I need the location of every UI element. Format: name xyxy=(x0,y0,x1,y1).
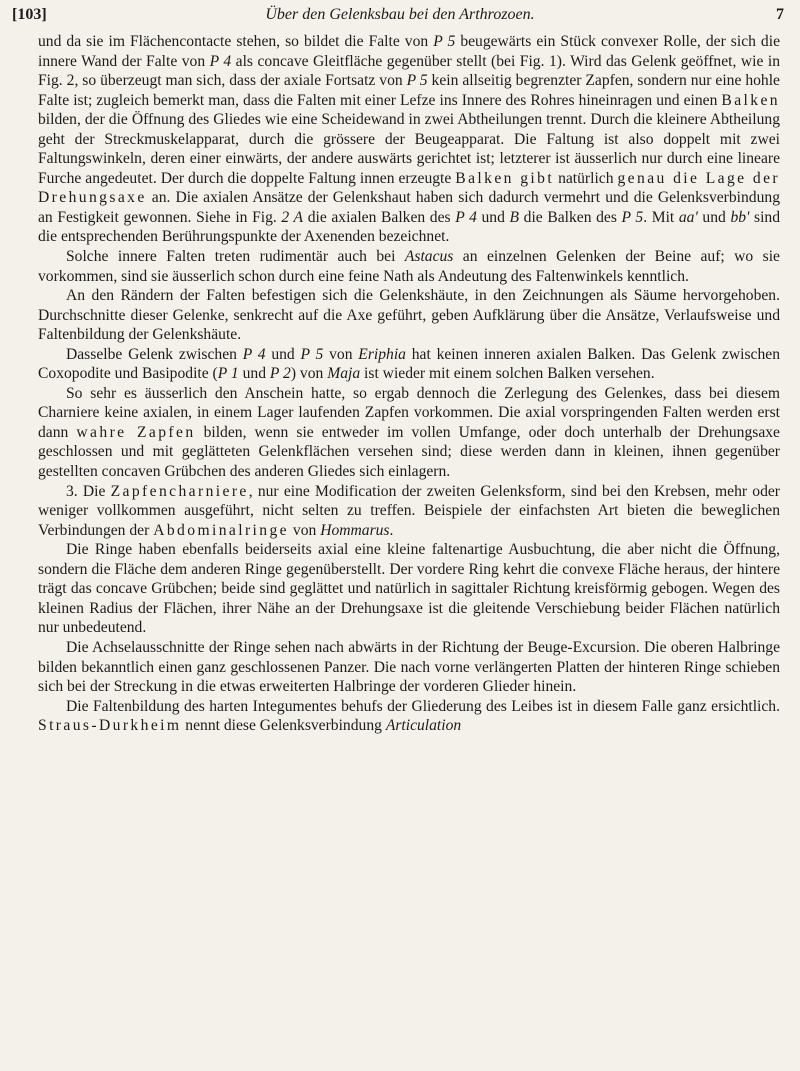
paragraph xyxy=(38,482,780,541)
text-run: ) von xyxy=(290,365,328,383)
paragraph xyxy=(38,384,780,482)
text-run: und xyxy=(265,345,301,363)
text-run: Solche innere Falten treten rudimentär auch bei xyxy=(66,248,405,266)
italic-run: P 4 xyxy=(455,208,477,226)
text-run: bilden, wenn sie entweder im vollen Umfange, oder doch unterhalb der Drehungsaxe geschlossen und mit geglätteten Gelenkflächen versehen sind; diese werden dann in kleinen, ihnen gegenüber gestellten concaven Grübchen des anderen Gliedes sich einlagern. xyxy=(38,423,780,481)
text-run: und xyxy=(238,365,270,383)
body-text xyxy=(38,32,780,736)
text-run: ist wieder mit einem solchen Balken versehen. xyxy=(360,365,655,383)
text-run: kein allseitig begrenzter Zapfen, sondern nur eine hohle Falte ist; zugleich bemerkt man, dass die Falten mit einer Lefze ins Innere des Rohres hineinragen und einen xyxy=(38,72,780,109)
text-run: an einzelnen Gelenken der Beine auf; wo sie vorkommen, sind sie äusserlich schon durch eine feine Nath als Andeutung des Faltenwinkels kenntlich. xyxy=(38,248,780,285)
italic-run: P 4 xyxy=(242,345,266,363)
italic-run: P 4 xyxy=(209,52,232,70)
text-run: an. Die axialen Ansätze der Gelenkshaut haben sich dadurch vermehrt und die Gelenksverbindung an Festigkeit gewonnen. Siehe in Fig. xyxy=(38,189,780,226)
spaced-run: Balken xyxy=(721,91,780,109)
paragraph xyxy=(38,247,780,286)
text-run: als concave Gleitfläche gegenüber stellt (bei Fig. 1). Wird das Gelenk geöffnet, wie in Fig. 2, so überzeugt man sich, dass der axiale Fortsatz von xyxy=(38,52,781,90)
paragraph xyxy=(38,32,780,247)
text-run: von xyxy=(289,521,321,539)
text-run: . Mit xyxy=(643,208,679,226)
text-run: und xyxy=(697,208,731,226)
italic-run: P 5 xyxy=(406,72,428,90)
paragraph xyxy=(38,345,780,384)
italic-run: P 1 xyxy=(217,365,239,383)
running-header xyxy=(12,4,788,32)
spaced-run: wahre Zapfen xyxy=(76,423,196,441)
text-run: natürlich xyxy=(554,169,618,187)
spaced-run: Balken gibt xyxy=(455,169,555,187)
text-run: . xyxy=(389,521,394,539)
italic-run: Astacus xyxy=(404,248,454,266)
italic-run: Maja xyxy=(327,365,361,383)
text-run: Die Ringe haben ebenfalls beiderseits axial eine kleine faltenartige Ausbuchtung, die aber nicht die Öffnung, sondern die Fläche dem anderen Ringe gegenüberstellt. Der vordere Ring kehrt die convexe Fläche heraus, der hintere trägt das concave Grübchen; beide sind geglättet und natürlich in sagittaler Richtung kreisförmig gebogen. Wegen des kleinen Radius der Flächen, ihrer Nähe an der Drehungsaxe ist die gleitende Verschiebung beider Flächen natürlich nur unbedeutend. xyxy=(38,541,780,637)
paragraph xyxy=(38,697,780,736)
paragraph xyxy=(38,638,780,697)
text-run: von xyxy=(323,345,359,363)
italic-run: Hommarus xyxy=(320,521,390,539)
text-run: beugewärts ein Stück convexer Rolle, der sich die innere Wand der Falte von xyxy=(38,33,780,70)
italic-run: bb' xyxy=(730,208,750,226)
text-run: Die Faltenbildung des harten Integumentes behufs der Gliederung des Leibes ist in diesem Falle ganz ersichtlich. xyxy=(66,697,780,715)
text-run: die Balken des xyxy=(519,208,622,226)
italic-run: 2 A xyxy=(281,208,304,226)
text-run: , nur eine Modification der zweiten Gelenksform, sind bei den Krebsen, mehr oder weniger vollkommen ausgeführt, nicht selten zu treffen. Beispiele der einfachsten Art bieten die beweglichen Verbindungen der xyxy=(38,482,780,539)
spaced-run: Abdominalringe xyxy=(153,521,289,539)
text-run: sind die entsprechenden Berührungspunkte der Axenenden bezeichnet. xyxy=(38,208,781,246)
text-run: hat keinen inneren axialen Balken. Das Gelenk zwischen Coxopodite und Basipodite ( xyxy=(38,345,780,383)
text-run: bilden, der die Öffnung des Gliedes wie eine Scheidewand in zwei Abtheilungen trennt. Durch die kleinere Abtheilung geht der Streckmuskelapparat, durch die grössere der Beugeapparat. Die Faltung ist also doppelt mit zwei Faltungswinkeln, deren einer einwärts, der andere auswärts gerichtet ist; letzterer ist äusserlich nur durch eine lineare Furche angedeutet. Der durch die doppelte Faltung innen erzeugte xyxy=(38,111,780,187)
paragraph xyxy=(38,286,780,345)
text-run: 3. Die xyxy=(66,482,111,500)
italic-run: Eriphia xyxy=(358,345,406,363)
text-run: Dasselbe Gelenk zwischen xyxy=(66,345,243,363)
page-number: [103] xyxy=(12,6,47,23)
italic-run: P 5 xyxy=(621,208,644,226)
spaced-run: Straus-Durkheim xyxy=(38,717,182,735)
text-run: nennt diese Gelenksverbindung xyxy=(181,717,386,735)
text-run: Die Achselausschnitte der Ringe sehen nach abwärts in der Richtung der Beuge-Excursion. Die oberen Halbringe bilden bekanntlich einen ganz geschlossenen Panzer. Die nach vorne verlängerten Platten der hinteren Ringe schieben sich bei der Streckung in die etwas erweiterten Halbringe der vorderen Glieder hinein. xyxy=(38,638,780,696)
running-title: Über den Gelenksbau bei den Arthrozoen. xyxy=(265,6,535,23)
italic-run: P 2 xyxy=(269,365,291,383)
spaced-run: genau die Lage der Drehungsaxe xyxy=(38,169,780,207)
italic-run: aa' xyxy=(678,208,698,226)
text-run: und da sie im Flächencontacte stehen, so bildet die Falte von xyxy=(38,33,434,50)
spaced-run: Zapfencharniere xyxy=(110,482,249,500)
text-run: die axialen Balken des xyxy=(303,208,456,226)
folio-number: 7 xyxy=(776,6,784,23)
italic-run: B xyxy=(509,208,520,226)
text-run: und xyxy=(476,208,510,226)
italic-run: Articulation xyxy=(385,717,462,735)
italic-run: P 5 xyxy=(433,33,456,50)
italic-run: P 5 xyxy=(300,345,324,363)
text-run: So sehr es äusserlich den Anschein hatte, so ergab dennoch die Zerlegung des Gelenkes, dass bei diesem Charniere keine axialen, in einem Lager laufenden Zapfen vorkommen. Die axial vorspringenden Falten werden erst dann xyxy=(38,384,780,441)
text-run: An den Rändern der Falten befestigen sich die Gelenkshäute, in den Zeichnungen als Säume hervorgehoben. Durchschnitte dieser Gelenke, senkrecht auf die Axe geführt, geben Aufklärung über die Ansätze, Verlaufsweise und Faltenbildung der Gelenkshäute. xyxy=(38,287,780,344)
paragraph xyxy=(38,540,780,638)
